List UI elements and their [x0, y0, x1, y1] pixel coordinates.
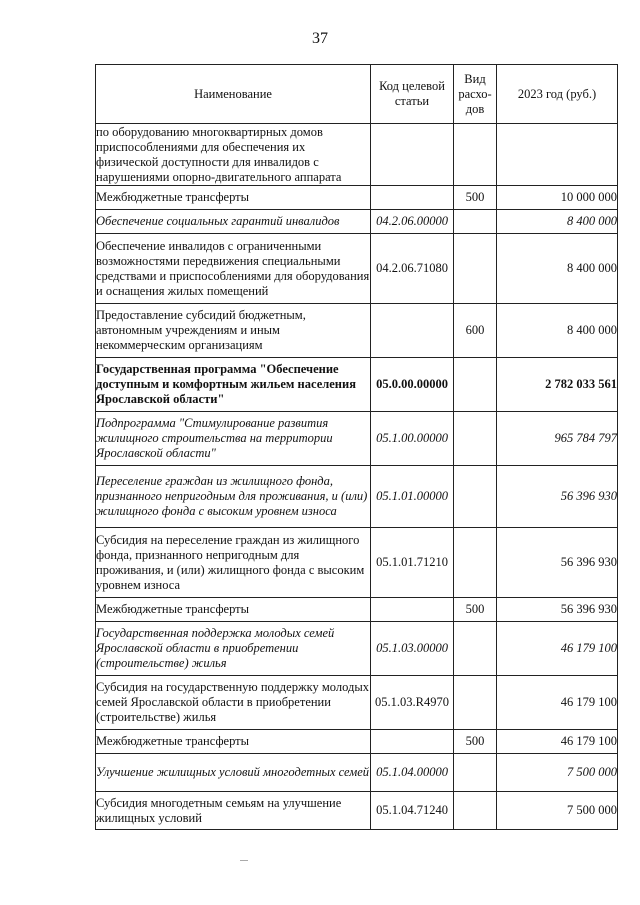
row-name: Государственная поддержка молодых семей Ярославской области в приобретении (строительстве) жилья: [96, 622, 371, 676]
row-code: 04.2.06.71080: [371, 234, 454, 304]
row-type: [454, 622, 497, 676]
row-name: Государственная программа "Обеспечение доступным и комфортным жильем населения Ярославской области": [96, 358, 371, 412]
row-code: 05.1.01.71210: [371, 528, 454, 598]
row-name: Улучшение жилищных условий многодетных семей: [96, 754, 371, 792]
table-row: [96, 186, 618, 210]
row-amount: 46 179 100: [497, 676, 618, 730]
row-amount: 46 179 100: [497, 622, 618, 676]
row-type: [454, 234, 497, 304]
row-type: 500: [454, 730, 497, 754]
table-row: [96, 754, 618, 792]
table-row: [96, 528, 618, 598]
table-row: [96, 304, 618, 358]
header-type: Вид расхо-дов: [454, 65, 497, 124]
row-type: 500: [454, 598, 497, 622]
header-name: Наименование: [96, 65, 371, 124]
table-row: [96, 234, 618, 304]
row-name: Субсидия на переселение граждан из жилищного фонда, признанного непригодным для проживания, и (или) жилищного фонда с высоким уровнем износа: [96, 528, 371, 598]
table-row: [96, 412, 618, 466]
row-code: 04.2.06.00000: [371, 210, 454, 234]
row-type: [454, 466, 497, 528]
table-body: [96, 124, 618, 830]
table-row: [96, 124, 618, 186]
table-row: [96, 358, 618, 412]
row-code: 05.1.04.00000: [371, 754, 454, 792]
row-code: 05.0.00.00000: [371, 358, 454, 412]
row-amount: 10 000 000: [497, 186, 618, 210]
table-row: [96, 622, 618, 676]
row-code: 05.1.04.71240: [371, 792, 454, 830]
row-amount: 56 396 930: [497, 528, 618, 598]
table-row: [96, 676, 618, 730]
header-amount: 2023 год (руб.): [497, 65, 618, 124]
table-row: [96, 210, 618, 234]
scan-mark: [240, 860, 248, 861]
page-number: 37: [312, 30, 328, 47]
row-amount: 965 784 797: [497, 412, 618, 466]
row-code: [371, 304, 454, 358]
row-amount: 2 782 033 561: [497, 358, 618, 412]
row-name: по оборудованию многоквартирных домов приспособлениями для обеспечения их физической доступности для инвалидов с нарушениями опорно-двигательного аппарата: [96, 124, 371, 186]
row-amount: 56 396 930: [497, 466, 618, 528]
row-name: Межбюджетные трансферты: [96, 186, 371, 210]
row-code: 05.1.00.00000: [371, 412, 454, 466]
row-amount: 46 179 100: [497, 730, 618, 754]
row-code: [371, 186, 454, 210]
row-amount: 7 500 000: [497, 792, 618, 830]
row-name: Межбюджетные трансферты: [96, 730, 371, 754]
row-type: [454, 412, 497, 466]
row-name: Субсидия многодетным семьям на улучшение жилищных условий: [96, 792, 371, 830]
row-name: Субсидия на государственную поддержку молодых семей Ярославской области в приобретении (строительстве) жилья: [96, 676, 371, 730]
row-amount: 8 400 000: [497, 210, 618, 234]
row-amount: 7 500 000: [497, 754, 618, 792]
row-type: [454, 676, 497, 730]
row-amount: 8 400 000: [497, 234, 618, 304]
row-type: [454, 358, 497, 412]
budget-table: [95, 64, 618, 830]
row-amount: 8 400 000: [497, 304, 618, 358]
row-type: [454, 754, 497, 792]
row-code: 05.1.03.00000: [371, 622, 454, 676]
row-amount: 56 396 930: [497, 598, 618, 622]
header-code: Код целевой статьи: [371, 65, 454, 124]
row-code: [371, 124, 454, 186]
row-code: [371, 730, 454, 754]
row-name: Обеспечение социальных гарантий инвалидов: [96, 210, 371, 234]
row-name: Предоставление субсидий бюджетным, автономным учреждениям и иным некоммерческим организациям: [96, 304, 371, 358]
table-row: [96, 792, 618, 830]
row-code: [371, 598, 454, 622]
row-name: Межбюджетные трансферты: [96, 598, 371, 622]
row-type: 600: [454, 304, 497, 358]
table-row: [96, 466, 618, 528]
row-name: Переселение граждан из жилищного фонда, признанного непригодным для проживания, и (или) жилищного фонда с высоким уровнем износа: [96, 466, 371, 528]
table-row: [96, 598, 618, 622]
row-amount: [497, 124, 618, 186]
row-type: [454, 792, 497, 830]
row-type: [454, 210, 497, 234]
row-code: 05.1.01.00000: [371, 466, 454, 528]
row-type: [454, 528, 497, 598]
row-name: Подпрограмма "Стимулирование развития жилищного строительства на территории Ярославской области": [96, 412, 371, 466]
row-code: 05.1.03.R4970: [371, 676, 454, 730]
row-type: 500: [454, 186, 497, 210]
table-row: [96, 730, 618, 754]
row-name: Обеспечение инвалидов с ограниченными возможностями передвижения специальными средствами и приспособлениями для оборудования и оснащения жилых помещений: [96, 234, 371, 304]
table-header-row: [96, 65, 618, 124]
row-type: [454, 124, 497, 186]
